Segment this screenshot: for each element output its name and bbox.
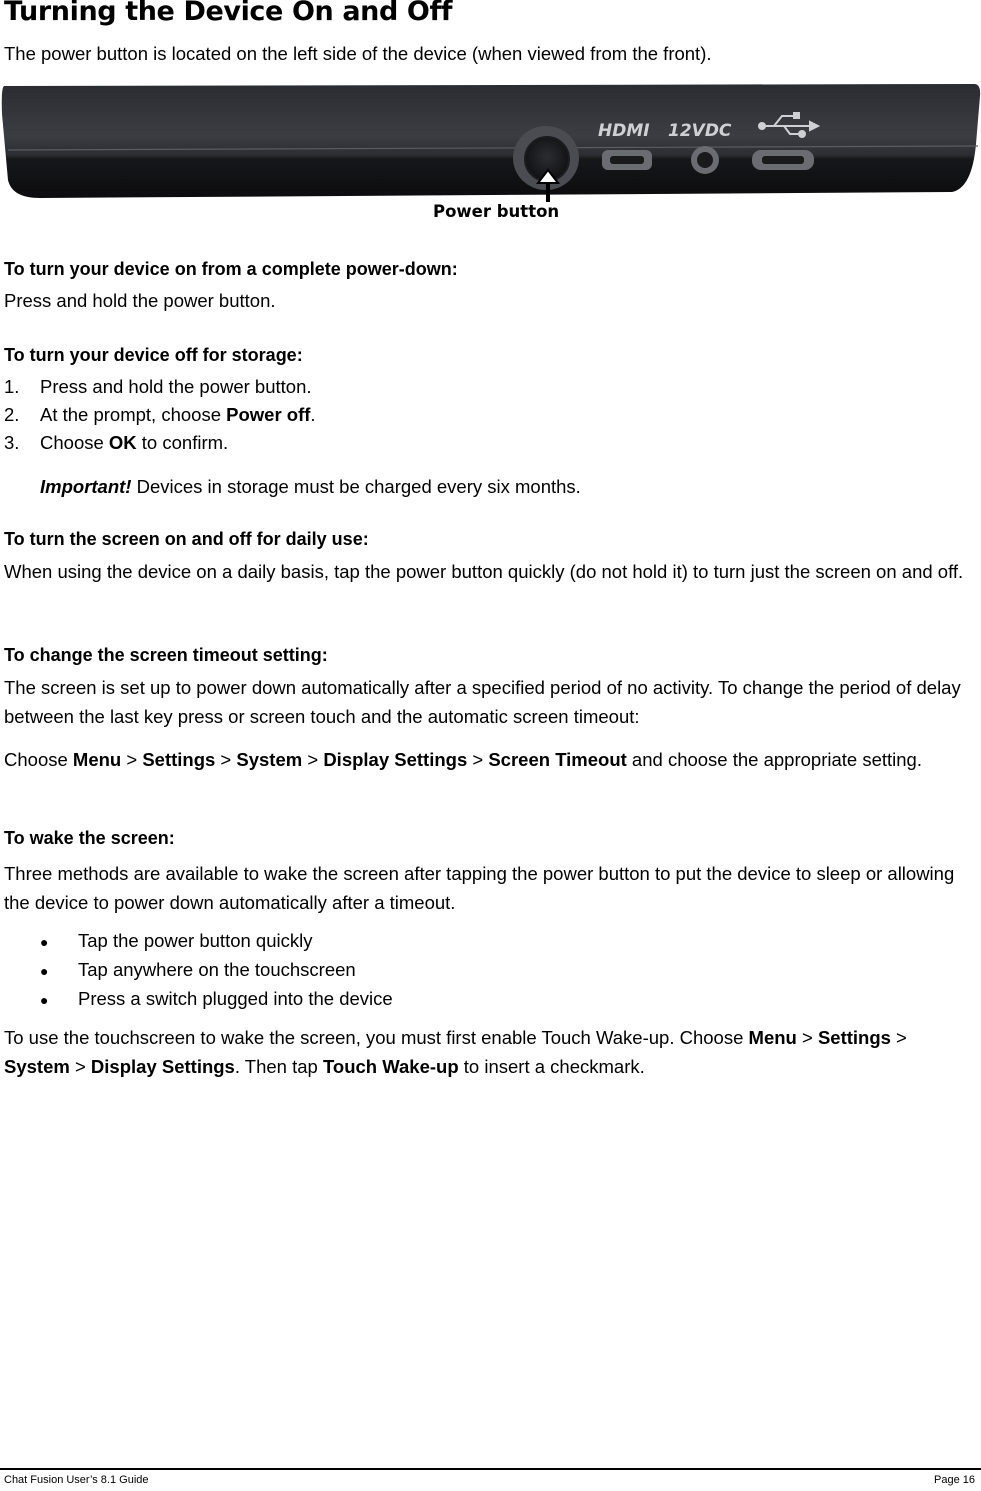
heading-timeout: To change the screen timeout setting: (4, 645, 328, 665)
wake-text: Three methods are available to wake the screen after tapping the power button to put the device to sleep or allowing the device to power down automatically after a timeout. (4, 863, 955, 913)
list-item: ● Tap the power button quickly (40, 930, 313, 951)
footer-guide-title: Chat Fusion User’s 8.1 Guide (4, 1474, 149, 1486)
dc-label: 12VDC (668, 121, 732, 141)
footer-divider (0, 1468, 981, 1470)
important-note: Important! Devices in storage must be charged every six months. (40, 476, 581, 497)
page-title: Turning the Device On and Off (4, 0, 453, 27)
step-2: 2. At the prompt, choose Power off. (4, 404, 316, 425)
list-item: ● Press a switch plugged into the device (40, 988, 393, 1009)
daily-use-text: When using the device on a daily basis, tap the power button quickly (do not hold it) to turn just the screen on and off. (4, 561, 964, 582)
hdmi-label: HDMI (598, 121, 650, 141)
list-item: ● Tap anywhere on the touchscreen (40, 959, 356, 980)
footer-page-number: Page 16 (934, 1474, 975, 1486)
step-1: 1. Press and hold the power button. (4, 376, 312, 397)
timeout-text: The screen is set up to power down automatically after a specified period of no activity. To change the period of delay between the last key press or screen touch and the automatic screen timeout: (4, 677, 961, 727)
step-3: 3. Choose OK to confirm. (4, 432, 229, 453)
turn-on-text: Press and hold the power button. (4, 290, 276, 311)
timeout-path: Choose Menu > Settings > System > Display Settings > Screen Timeout and choose the appropriate setting. (4, 749, 922, 770)
device-bottom-edge-figure (0, 84, 981, 202)
heading-turn-on: To turn your device on from a complete power-down: (4, 259, 458, 279)
intro-paragraph: The power button is located on the left side of the device (when viewed from the front). (4, 43, 712, 64)
device-body (2, 84, 980, 198)
figure-caption: Power button (433, 202, 560, 221)
heading-wake: To wake the screen: (4, 828, 175, 848)
touch-wake-text: To use the touchscreen to wake the screen, you must first enable Touch Wake-up. Choose Menu > Settings > System > Display Settings. Then tap Touch Wake-up to insert a checkmark. (4, 1027, 907, 1077)
heading-turn-off: To turn your device off for storage: (4, 345, 303, 365)
heading-daily-use: To turn the screen on and off for daily use: (4, 529, 369, 549)
